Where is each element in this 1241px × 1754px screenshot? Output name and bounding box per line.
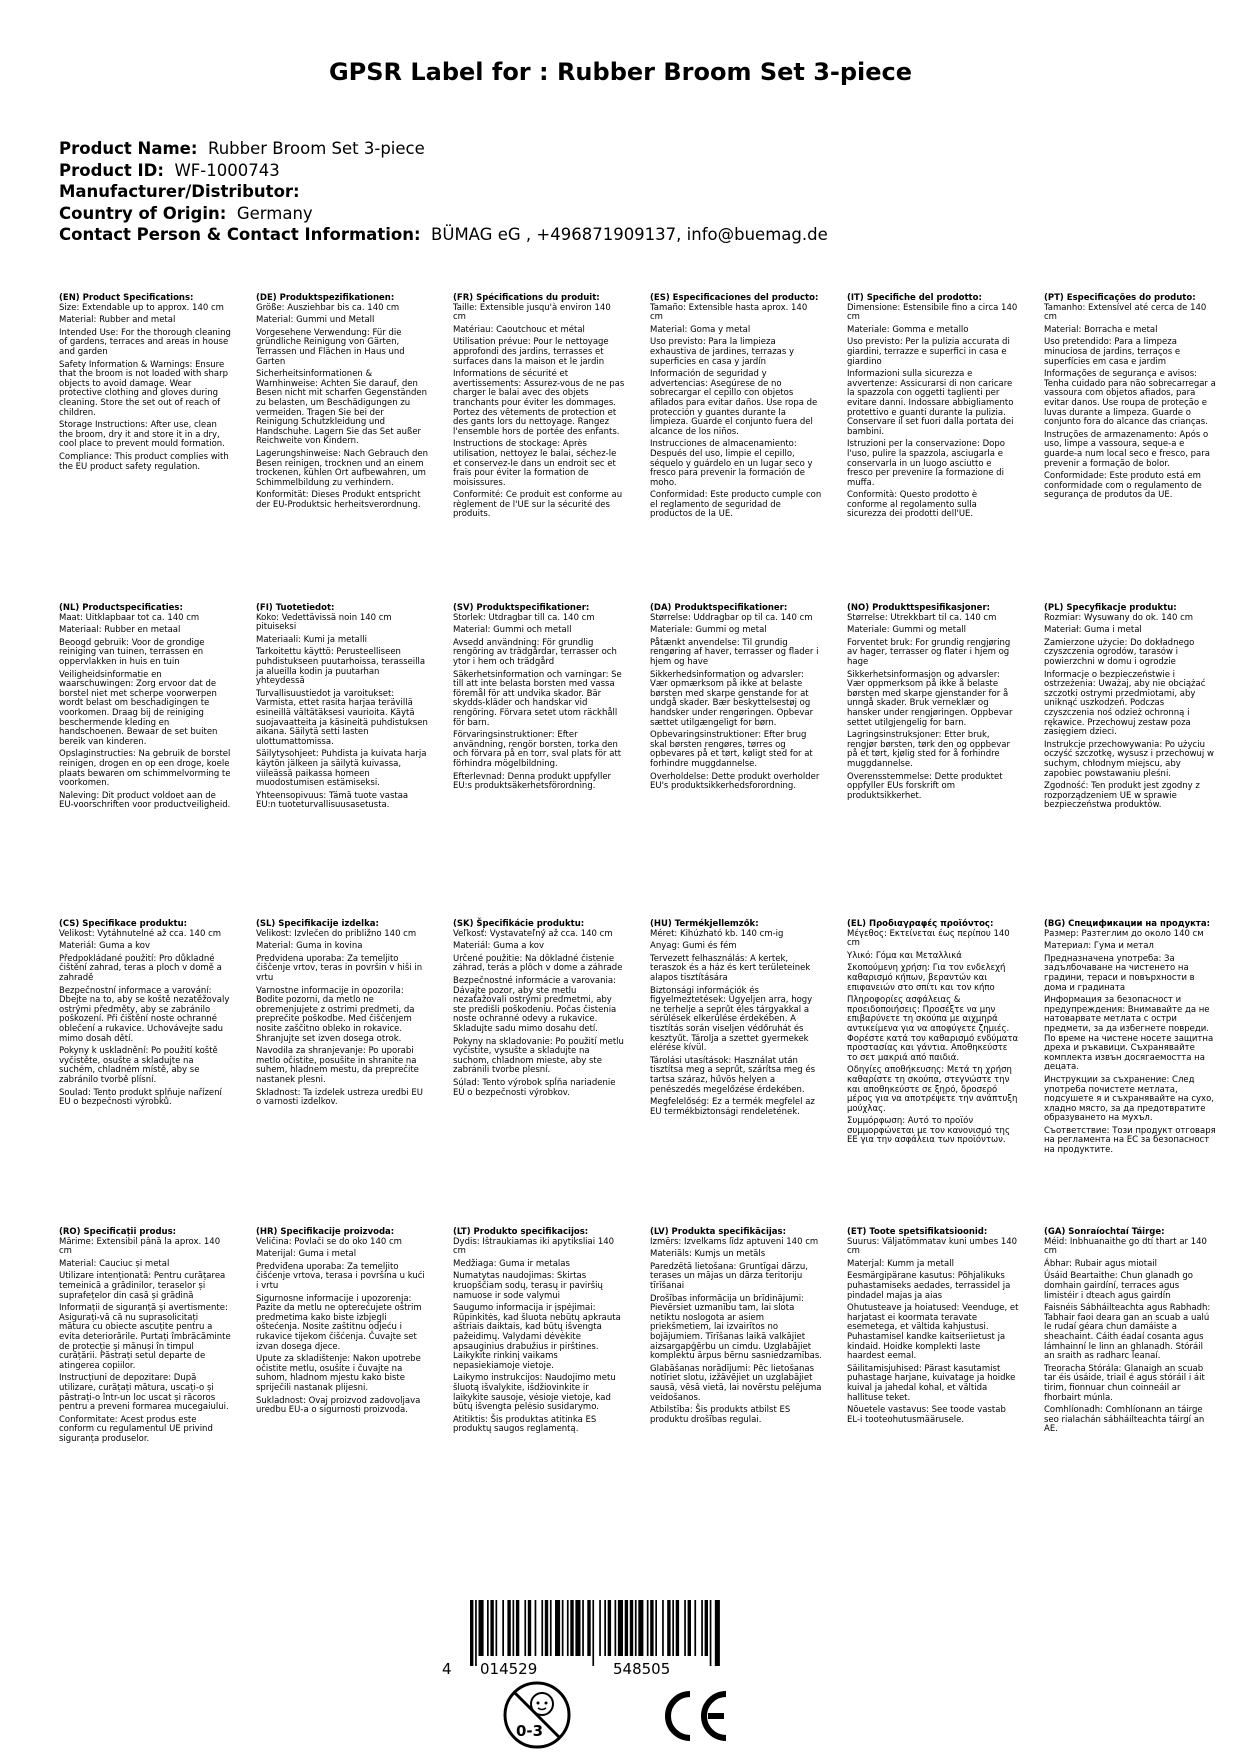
spec-block-header: (RO) Specificații produs:: [59, 1227, 177, 1237]
spec-line: Μέγεθος: Εκτείνεται έως περίπου 140 cm: [847, 928, 1010, 949]
spec-block-header: (IT) Specifiche del prodotto:: [847, 293, 982, 303]
barcode-bar: [545, 1600, 548, 1656]
spec-line: Informations de sécurité et avertissements: Assurez-vous de ne pas charger le balai avec des objets tranchants pour éviter les dommages. Portez des vêtements de protection et des gants lors du nettoyage. Rangez l'ensemble hors de portée des enfants.: [453, 369, 625, 437]
barcode-bar: [487, 1600, 489, 1656]
country-row: [59, 203, 828, 225]
spec-line: Biztonsági információk és figyelmeztetések: Ügyeljen arra, hogy ne terhelje a seprűt éles tárgyakkal a sérülések elkerülése érdekében. A tisztítás során viseljen védőruhát és kesztyűt. Tárolja a szettet gyermekek elérése kívül.: [650, 985, 813, 1054]
spec-line: Velikost: Izvlečen do približno 140 cm: [256, 928, 417, 939]
spec-line: Sicherheitsinformationen & Warnhinweise: Achten Sie darauf, den Besen nicht mit scharfen Gegenständen zu belasten, um Beschädigungen zu vermeiden. Tragen Sie bei der Reinigung Schutzkleidung und Handschuhe. Lagern Sie das Set außer Reichweite von Kindern.: [256, 369, 428, 447]
barcode-bar: [507, 1600, 510, 1656]
product-id: WF-1000743: [174, 160, 280, 180]
spec-line: Anyag: Gumi és fém: [650, 941, 737, 952]
spec-line: Instrucțiuni de depozitare: După utilizare, curățați mătura, uscați-o și păstrați-o într-un loc uscat și răcoros pentru a preveni formarea mucegaiului.: [59, 1373, 229, 1413]
spec-block-header: (PT) Especificações do produto:: [1044, 293, 1196, 303]
manufacturer-row: [59, 181, 828, 203]
spec-block-header: (SK) Špecifikácie produktu:: [453, 919, 585, 929]
spec-line: Veiligheidsinformatie en waarschuwingen: Zorg ervoor dat de borstel niet met scherpe voorwerpen wordt belast om beschadigingen te voorkomen. Draag bij de reiniging beschermende kleding en handschoenen. Bewaar de set buiten bereik van kinderen.: [59, 669, 218, 747]
spec-line: Forventet bruk: For grundig rengjøring av hager, terrasser og flater i hjem og hage: [847, 637, 1011, 667]
spec-line: Méid: Inbhuanaithe go dtí thart ar 140 cm: [1044, 1236, 1207, 1257]
spec-line: Materiál: Guma a kov: [59, 941, 151, 952]
spec-line: Tarkoitettu käyttö: Perusteelliseen puhdistukseen puutarhoissa, terasseilla ja alueilla kodin ja puutarhan yhteydessä: [256, 647, 426, 687]
spec-block-header: (EN) Product Specifications:: [59, 293, 194, 303]
spec-line: Instruções de armazenamento: Após o uso, limpe a vassoura, seque-a e guarde-a num local seco e fresco, para prevenir a formação de bolor.: [1044, 429, 1210, 469]
spec-line: Varnostne informacije in opozorila: Bodite pozorni, da metlo ne obremenjujete z ostrimi predmeti, da preprečite poškodbe. Med čiščenjem nosite zaščitno obleko in rokavice. Shranjujte set izven dosega otrok.: [256, 985, 415, 1044]
spec-line: Intended Use: For the thorough cleaning of gardens, terraces and areas in house and garden: [59, 327, 231, 357]
barcode-bar: [684, 1600, 686, 1656]
spec-line: Conformitate: Acest produs este conform cu regulamentul UE privind siguranța produselor.: [59, 1414, 213, 1444]
barcode-bar: [575, 1600, 580, 1656]
age-label: 0-3: [516, 1722, 544, 1740]
barcode-bar: [625, 1600, 628, 1656]
spec-line: Overensstemmelse: Dette produktet oppfyller EUs forskrift om produktsikkerhet.: [847, 771, 1003, 801]
spec-block-header: (NL) Productspecificaties:: [59, 603, 183, 613]
spec-block: [1044, 920, 1216, 1159]
spec-line: Bezpečnostné informácie a varovania: Dávajte pozor, aby ste metlu nezaťažovali ostrými predmetmi, aby ste predišli poškodeniu. Počas čistenia noste ochranné odevy a rukavice. Skladujte sadu mimo dosahu detí.: [453, 975, 617, 1034]
spec-line: Atitiktis: Šis produktas atitinka ES produktų saugos reglamentą.: [453, 1414, 597, 1435]
barcode-bar: [528, 1600, 531, 1656]
spec-line: Treoracha Stórála: Glanaigh an scuab tar éis úsáide, triail é agus stóráil i áit tirim, fionnuar chun coinneáil ar fhorbairt múnla.: [1044, 1363, 1205, 1403]
spec-line: Dimensione: Estensibile fino a circa 140 cm: [847, 302, 1018, 323]
barcode-bar: [582, 1600, 584, 1656]
spec-line: Rozmiar: Wysuwany do ok. 140 cm: [1044, 612, 1194, 623]
spec-line: Efterlevnad: Denna produkt uppfyller EU:s produktsäkerhetsförordning.: [453, 771, 612, 792]
spec-line: Comhlíonadh: Comhlíonann an táirge seo rialachán sábháilteachta táirgí an AE.: [1044, 1405, 1205, 1435]
barcode-bar: [655, 1600, 657, 1656]
spec-line: Avsedd användning: För grundlig rengöring av trädgårdar, terrasser och ytor i hem och trädgård: [453, 637, 617, 667]
spec-line: Suurus: Väljatõmmatav kuni umbes 140 cm: [847, 1236, 1018, 1257]
spec-line: Soulad: Tento produkt splňuje nařízení EU o bezpečnosti výrobků.: [59, 1087, 222, 1108]
spec-line: Size: Extendable up to approx. 140 cm: [59, 302, 224, 313]
spec-line: Material: Gummi und Metall: [256, 315, 375, 326]
spec-line: Sikkerhetsinformasjon og advarsler: Vær oppmerksom på ikke å belaste børsten med skarpe gjenstander for å unngå skader. Bruk verneklær og hansker under rengjøringen. Oppbevar settet utilgjengelig for barn.: [847, 669, 1013, 728]
spec-line: Veľkosť: Vystavateľný až cca. 140 cm: [453, 928, 613, 939]
barcode-bar: [550, 1600, 552, 1656]
spec-line: Säilitamisjuhised: Pärast kasutamist puhastage harjane, kuivatage ja hoidke kuival ja jahedal kohal, et vältida hallituse teket.: [847, 1363, 1016, 1403]
barcode-bar: [688, 1600, 691, 1656]
spec-line: Предназначена употреба: За задълбочаване на чистенето на градини, тераси и повърхности в дома и градината: [1044, 953, 1195, 993]
spec-line: Taille: Extensible jusqu'à environ 140 cm: [453, 302, 611, 323]
product-name-label: Product Name:: [59, 139, 198, 158]
spec-line: Atbilstība: Šis produkts atbilst ES produktu drošības regulai.: [650, 1405, 791, 1425]
product-id-row: [59, 160, 828, 182]
spec-line: Koko: Vedettävissä noin 140 cm pituiseksi: [256, 612, 392, 633]
spec-line: Tamanho: Extensível até cerca de 140 cm: [1044, 302, 1207, 323]
barcode-bar: [490, 1600, 493, 1656]
barcode-bar: [615, 1600, 617, 1656]
spec-line: Instructions de stockage: Après utilisation, nettoyez le balai, séchez-le et conservez-le dans un endroit sec et frais pour éviter la formation de moisissures.: [453, 439, 617, 488]
spec-line: Informações de segurança e avisos: Tenha cuidado para não sobrecarregar a vassoura com objetos afiados, para evitar danos. Use roupa de proteção e luvas durante a limpeza. Guarde o conjunto fora do alcance das crianças.: [1044, 369, 1216, 428]
spec-line: Materiał: Guma i metal: [1044, 625, 1142, 636]
spec-block-header: (HR) Specifikacije proizvoda:: [256, 1227, 395, 1237]
page-title: GPSR Label for : Rubber Broom Set 3-piece: [328, 58, 913, 86]
barcode-bar: [604, 1600, 606, 1656]
spec-block: [256, 920, 428, 1111]
spec-line: Uso pretendido: Para a limpeza minuciosa de jardins, terraços e superfícies em casa e jardim: [1044, 337, 1181, 367]
spec-line: Veličina: Povlači se do oko 140 cm: [256, 1236, 402, 1247]
spec-line: Material: Goma y metal: [650, 324, 751, 335]
spec-line: Sukladnost: Ovaj proizvod zadovoljava uredbu EU-a o sigurnosti proizvoda.: [256, 1395, 421, 1416]
spec-block: [1044, 604, 1216, 814]
spec-line: Eesmärgipärane kasutus: Põhjalikuks puhastamiseks aedades, terrassidel ja pindadel majas ja aias: [847, 1271, 1011, 1301]
spec-line: Storage Instructions: After use, clean the broom, dry it and store it in a dry, cool place to prevent mould formation.: [59, 420, 225, 450]
spec-line: Turvallisuustiedot ja varoitukset: Varmista, ettet rasita harjaa terävillä esineillä vältätäksesi vaurioita. Käytä suojavaatteita ja käsineitä puhdistuksen aikana. Säilytä setti lasten ulottumattomissa.: [256, 688, 428, 747]
spec-block-header: (DE) Produktspezifikationen:: [256, 293, 395, 303]
spec-line: Izmērs: Izvelkams līdz aptuveni 140 cm: [650, 1236, 819, 1247]
barcode-bar: [570, 1600, 573, 1656]
spec-line: Materiale: Gummi og metal: [650, 625, 767, 636]
spec-block-header: (FR) Spécifications du produit:: [453, 293, 600, 303]
spec-block: [650, 604, 822, 795]
spec-line: Upute za skladištenje: Nakon upotrebe očistite metlu, osušite i čuvajte na suhom, hladnom mjestu kako biste spriječili nastanak plijesni.: [256, 1354, 421, 1393]
spec-block-header: (EL) Προδιαγραφές προϊόντος:: [847, 919, 994, 929]
spec-line: Påtænkt anvendelse: Til grundig rengøring af haver, terrasser og flader i hjem og have: [650, 637, 819, 667]
spec-line: Megfelelőség: Ez a termék megfelel az EU termékbiztonsági rendeletének.: [650, 1097, 815, 1117]
spec-block-header: (SL) Specifikacije izdelka:: [256, 919, 379, 929]
product-id-label: Product ID:: [59, 160, 164, 180]
spec-block: [59, 294, 231, 475]
spec-line: Navodila za shranjevanje: Po uporabi metlo očistite, posušite in shranite na suhem, hladnem mestu, da preprečite nastanek plesni.: [256, 1046, 419, 1085]
spec-line: Dydis: Ištraukiamas iki apytiksliai 140 cm: [453, 1236, 615, 1257]
spec-block: [847, 1228, 1019, 1428]
spec-line: Saugumo informacija ir įspėjimai: Rūpinkitės, kad šluota nebūtų apkrauta aštriais daiktais, kad būtų išvengta pažeidimų. Valydami dėvėkite apsauginius drabužius ir pirštines. Laikykite rinkinį vaikams nepasiekiamoje vietoje.: [453, 1303, 621, 1371]
spec-block-header: (SV) Produktspecifikationer:: [453, 603, 590, 613]
spec-line: Säilytysohjeet: Puhdista ja kuivata harja käytön jälkeen ja säilytä kuivassa, viileässä paikassa homeen muodostumisen estämiseksi.: [256, 749, 427, 789]
spec-line: Numatytas naudojimas: Skirtas kruopščiam sodų, terasų ir paviršių namuose ir sode valymui: [453, 1271, 603, 1301]
spec-line: Förvaringsinstruktioner: Efter användning, rengör borsten, torka den och förvara på en torr, sval plats för att förhindra mögelbildning.: [453, 730, 622, 769]
spec-line: Materiaali: Kumi ja metalli: [256, 634, 367, 645]
spec-line: Информация за безопасност и предупреждения: Внимавайте да не натоварвате метлата с остри предмети, за да избегнете повреди. По време на чистене носете защитна дреха и ръкавици. Съхранявайте комплекта извън досягаемостта на децата.: [1044, 995, 1214, 1073]
spec-line: Συμμόρφωση: Αυτό το προϊόν συμμορφώνεται με τον κανονισμό της ΕΕ για την ασφάλεια των προϊόντων.: [847, 1116, 1010, 1146]
spec-line: Compliance: This product complies with the EU product safety regulation.: [59, 451, 229, 472]
spec-line: Mărime: Extensibil până la aprox. 140 cm: [59, 1236, 221, 1257]
spec-line: Storlek: Utdragbar till ca. 140 cm: [453, 612, 595, 623]
spec-block-header: (CS) Specifikace produktu:: [59, 919, 188, 929]
spec-block: [1044, 294, 1216, 504]
spec-line: Paredzētā lietošana: Gruntīgai dārzu, terases un mājas un dārza teritoriju tīrīšanai: [650, 1261, 808, 1291]
spec-line: Informazioni sulla sicurezza e avvertenze: Assicurarsi di non caricare la spazzola con oggetti taglienti per evitare danni. Indossare abbigliamento protettivo e guanti durante la pulizia. Conservare il set fuori dalla portata dei bambini.: [847, 369, 1014, 437]
spec-line: Pokyny na skladovanie: Po použití metlu vyčistite, vysušte a skladujte na suchom, chladnom mieste, aby ste zabránili tvorbe plesní.: [453, 1036, 624, 1076]
spec-line: Съответствие: Този продукт отговаря на регламента на ЕС за безопасност на продуктите.: [1044, 1125, 1216, 1156]
spec-block: [453, 294, 625, 523]
barcode-bar: [599, 1600, 601, 1656]
spec-line: Matériau: Caoutchouc et métal: [453, 324, 585, 335]
spec-block: [650, 294, 822, 523]
spec-line: Uso previsto: Per la pulizia accurata di giardini, terrazze e superfici in casa e giardino: [847, 337, 1010, 367]
barcode-bar: [710, 1600, 712, 1666]
ce-mark-icon: [660, 1690, 730, 1742]
country: Germany: [236, 203, 313, 223]
spec-line: Lagringsinstruksjoner: Etter bruk, rengjør børsten, tørk den og oppbevar på et tørt, kjølig sted for å forhindre muggdannelse.: [847, 730, 1010, 769]
spec-line: Tárolási utasítások: Használat után tisztítsa meg a seprűt, szárítsa meg és tartsa száraz, hűvös helyen a penészedés megelőzése érdekében.: [650, 1055, 816, 1095]
spec-line: Material: Rubber and metal: [59, 315, 176, 326]
spec-line: Skladnost: Ta izdelek ustreza uredbi EU o varnosti izdelkov.: [256, 1087, 423, 1108]
spec-line: Conformidad: Este producto cumple con el reglamento de seguridad de productos de la UE.: [650, 490, 822, 520]
spec-block-header: (FI) Tuotetiedot:: [256, 603, 335, 613]
barcode-bar: [694, 1600, 696, 1656]
spec-line: Overholdelse: Dette produkt overholder EU's produktsikkerhedsforordning.: [650, 771, 820, 792]
spec-line: Materiāls: Kumjs un metāls: [650, 1249, 766, 1260]
barcode-bar: [555, 1600, 560, 1656]
spec-line: Οδηγίες αποθήκευσης: Μετά τη χρήση καθαρίστε τη σκούπα, στεγνώστε την και αποθηκεύστε σε ξηρό, δροσερό μέρος για να αποτρέψετε την ανάπτυξη μούχλας.: [847, 1065, 1018, 1114]
barcode-bar: [496, 1600, 498, 1656]
spec-line: Zgodność: Ten produkt jest zgodny z rozporządzeniem UE w sprawie bezpieczeństwa produktów.: [1044, 781, 1200, 811]
spec-line: Instrucciones de almacenamiento: Después del uso, limpie el cepillo, séquelo y guárdelo en un lugar seco y fresco para prevenir la formación de moho.: [650, 439, 813, 488]
barcode-bar: [676, 1600, 679, 1656]
barcode-bar: [701, 1600, 703, 1656]
barcode-bar: [475, 1600, 477, 1666]
spec-line: Υλικό: Γόμα και Μεταλλικά: [847, 950, 962, 961]
spec-line: Lagerungshinweise: Nach Gebrauch den Besen reinigen, trocknen und an einem trockenen, kühlen Ort aufbewahren, um Schimmelbildung zu verhindern.: [256, 448, 428, 488]
spec-line: Pokyny k uskladnění: Po použití koště vyčistěte, osušte a skladujte na suchém, chladném místě, aby se zabránilo tvorbě plísní.: [59, 1046, 218, 1085]
spec-line: Drošības informācija un brīdinājumi: Pievērsiet uzmanību tam, lai slota netiktu noslogota ar asiem priekšmetiem, lai izvairītos no bojājumiem. Tīrīšanas laikā valkājiet aizsargapģērbu un cimdu. Uzglabājiet komplektu ārpus bērnu sasniedzamības.: [650, 1293, 822, 1362]
spec-line: Størrelse: Uddragbar op til ca. 140 cm: [650, 612, 813, 623]
spec-block: [59, 1228, 231, 1447]
spec-line: Safety Information & Warnings: Ensure that the broom is not loaded with sharp objects to avoid damage. Wear protective clothing and gloves during cleaning. Store the set out of reach of children.: [59, 359, 228, 418]
spec-line: Materiale: Gomma e metallo: [847, 324, 969, 335]
spec-block: [256, 1228, 428, 1419]
spec-block-header: (ET) Toote spetsifikatsioonid:: [847, 1227, 988, 1237]
spec-line: Uso previsto: Para la limpieza exhaustiva de jardines, terrazas y superficies en casa y jardín: [650, 337, 795, 367]
barcode-bar: [502, 1600, 504, 1656]
spec-line: Bezpečnostní informace a varování: Dbejte na to, aby se koště nezatěžovaly ostrými předměty, aby se zabránilo poškození. Při čištění noste ochranné oblečení a rukavice. Uchovávejte sadu mimo dosah dětí.: [59, 985, 230, 1044]
barcode-bar: [535, 1600, 537, 1656]
barcode-bar: [635, 1600, 637, 1656]
contact-label: Contact Person & Contact Information:: [59, 225, 421, 244]
spec-line: Información de seguridad y advertencias: Asegúrese de no sobrecargar el cepillo con objetos afilados para evitar daños. Use ropa de protección y guantes durante la limpieza. Guarde el conjunto fuera del alcance de los niños.: [650, 369, 818, 437]
spec-line: Material: Cauciuc și metal: [59, 1258, 170, 1269]
spec-block-header: (PL) Specyfikacje produktu:: [1044, 603, 1177, 613]
spec-line: Größe: Ausziehbar bis ca. 140 cm: [256, 302, 400, 313]
product-name-row: [59, 138, 828, 160]
barcode-bar: [516, 1600, 519, 1656]
barcode-bar: [479, 1600, 484, 1656]
spec-line: Nõuetele vastavus: See toode vastab EL-i tooteohutusmäärusele.: [847, 1405, 1006, 1425]
spec-line: Konformität: Dieses Produkt entspricht der EU-Produktsic herheitsverordnung.: [256, 490, 421, 510]
spec-line: Materiale: Gummi og metall: [847, 625, 966, 636]
spec-block-header: (ES) Especificaciones del producto:: [650, 293, 819, 303]
spec-block: [847, 920, 1019, 1149]
spec-line: Sikkerhedsinformation og advarsler: Vær opmærksom på ikke at belaste børsten med skarpe genstande for at undgå skader. Bær beskyttelsestøj og handsker under rengøringen. Opbevar sættet utilgængeligt for børn.: [650, 669, 814, 728]
product-name: Rubber Broom Set 3-piece: [207, 139, 425, 158]
barcode-bar: [630, 1600, 633, 1656]
spec-block-header: (LT) Produkto specifikacijos:: [453, 1227, 589, 1237]
barcode-bar: [587, 1600, 590, 1656]
spec-line: Medžiaga: Guma ir metalas: [453, 1258, 570, 1269]
spec-line: Zamierzone użycie: Do dokładnego czyszczenia ogrodów, tarasów i powierzchni w domu i ogrodzie: [1044, 637, 1195, 667]
barcode-bar: [524, 1600, 526, 1656]
spec-line: Material: Guma in kovina: [256, 941, 363, 952]
spec-line: Material: Borracha e metal: [1044, 324, 1158, 335]
contact-row: [59, 224, 828, 246]
spec-line: Инструкции за съхранение: След употреба почистете метлата, подсушете я и съхранявайте на сухо, хладно място, за да предотвратите образуването на мухъл.: [1044, 1074, 1214, 1124]
spec-block: [650, 1228, 822, 1428]
spec-line: Utilizare intenționată: Pentru curățarea temeinică a grădinilor, teraselor și suprafețelor din casă și grădină: [59, 1271, 226, 1301]
spec-line: Vorgesehene Verwendung: Für die gründliche Reinigung von Gärten, Terrassen und Flächen in Haus und Garten: [256, 327, 405, 367]
spec-block: [453, 1228, 625, 1438]
spec-line: Faisnéis Sábháilteachta agus Rabhadh: Tabhair faoi deara gan an scuab a ualú le rudaí géara chun damáiste a sheachaint. Cáith éadaí cosanta agus lámhainní le linn an ghlanadh. Stóráil an sraith as radharc leanaí.: [1044, 1303, 1211, 1362]
spec-line: Méret: Kihúzható kb. 140 cm-ig: [650, 928, 784, 939]
spec-line: Materiál: Guma a kov: [453, 941, 545, 952]
barcode-digits-mid: 014529: [480, 1660, 538, 1678]
barcode-bar: [638, 1600, 643, 1656]
barcode-bar: [470, 1600, 473, 1666]
spec-block: [59, 920, 231, 1111]
spec-line: Säkerhetsinformation och varningar: Se till att inte belasta borsten med vassa föremål för att undvika skador. Bär skydds-kläder och handskar vid rengöring. Förvara setet utom räckhåll för barn.: [453, 669, 622, 728]
spec-line: Tamaño: Extensible hasta aprox. 140 cm: [650, 302, 808, 323]
barcode-bar: [562, 1600, 564, 1656]
spec-block-header: (GA) Sonraíochtaí Táirge:: [1044, 1227, 1165, 1237]
spec-line: Ohutusteave ja hoiatused: Veenduge, et harjatast ei koormata teravate esemetega, et vältida kahjustusi. Puhastamisel kandke kaitseriietust ja kindaid. Hoidke komplekti laste haardest eemal.: [847, 1303, 1019, 1362]
spec-line: Conformità: Questo prodotto è conforme al regolamento sulla sicurezza dei prodotti dell'UE.: [847, 490, 978, 520]
spec-line: Maat: Uitklapbaar tot ca. 140 cm: [59, 612, 200, 623]
barcode-bar: [672, 1600, 674, 1656]
manufacturer-label: Manufacturer/Distributor:: [59, 182, 300, 201]
barcode-bar: [567, 1600, 569, 1656]
spec-line: Předpokládané použití: Pro důkladné čištění zahrad, teras a ploch v domě a zahradě: [59, 953, 222, 983]
spec-line: Laikymo instrukcijos: Naudojimo metu šluotą išvalykite, išdžiovinkite ir laikykite sausoje, vėsioje vietoje, kad būtų išvengta pelėsio susidarymo.: [453, 1373, 616, 1413]
spec-block: [847, 294, 1019, 523]
spec-block-header: (LV) Produkta specifikācijas:: [650, 1227, 786, 1237]
spec-line: Beoogd gebruik: Voor de grondige reiniging van tuinen, terrassen en oppervlakken in huis en tuin: [59, 637, 205, 667]
product-info: [59, 138, 828, 246]
spec-line: Istruzioni per la conservazione: Dopo l'uso, pulire la spazzola, asciugarla e conservarla in un luogo asciutto e fresco per prevenire la formazione di muffa.: [847, 439, 1005, 488]
barcode-bar: [647, 1600, 649, 1656]
spec-line: Informacje o bezpieczeństwie i ostrzeżenia: Uważaj, aby nie obciążać szczotki ostrymi przedmiotami, aby uniknąć uszkodzeń. Podczas czyszczenia noś odzież ochronną i rękawice. Przechowuj zestaw poza zasięgiem dzieci.: [1044, 669, 1206, 738]
spec-block: [453, 920, 625, 1101]
spec-line: Velikost: Vytáhnutelné až cca. 140 cm: [59, 928, 222, 939]
barcode-bar: [667, 1600, 670, 1656]
barcode-digit-left: 4: [442, 1660, 452, 1678]
spec-line: Informații de siguranță și avertismente: Asigurați-vă că nu suprasolicitați mătura cu obiecte ascuțite pentru a evita deteriorările. Purtați îmbrăcăminte de protecție și mănuși în timpul curățării. Păstrați setul departe de atingerea copiilor.: [59, 1303, 231, 1371]
barcode-bar: [608, 1600, 611, 1656]
spec-line: Πληροφορίες ασφάλειας & προειδοποιήσεις: Προσέξτε να μην επιβαρύνετε τη σκούπα με αιχμηρά αντικείμενα για να αποφύγετε ζημιές. Φορέστε κατά τον καθαρισμό ενδύματα προστασίας και γάντια. Αποθηκεύστε το σετ μακριά από παιδιά.: [847, 995, 1019, 1063]
spec-line: Conformidade: Este produto está em conformidade com o regulamento de segurança de produtos da UE.: [1044, 471, 1202, 501]
spec-block: [1044, 1228, 1216, 1438]
spec-line: Glabāšanas norādījumi: Pēc lietošanas notīriet slotu, izžāvējiet un uzglabājiet sausā, vēsā vietā, lai novērstu pelējuma veidošanos.: [650, 1363, 822, 1403]
barcode: [440, 1598, 740, 1678]
barcode-bar: [650, 1600, 653, 1656]
barcode-digits-right: 548505: [613, 1660, 671, 1678]
barcode-bar: [541, 1600, 543, 1656]
spec-block-header: (DA) Produktspecifikationer:: [650, 603, 788, 613]
barcode-bar: [715, 1600, 720, 1666]
not-for-children-0-3-icon: [502, 1680, 572, 1750]
country-label: Country of Origin:: [59, 203, 227, 223]
spec-line: Predviđena uporaba: Za temeljito čišćenje vrtova, terasa i površina u kući i vrtu: [256, 1261, 425, 1291]
barcode-bar: [662, 1600, 664, 1656]
spec-line: Material: Gummi och metall: [453, 625, 572, 636]
barcode-bar: [513, 1600, 515, 1656]
spec-line: Yhteensopivuus: Tämä tuote vastaa EU:n tuoteturvallisuusasetusta.: [256, 790, 409, 811]
spec-line: Ábhar: Rubair agus miotail: [1044, 1258, 1158, 1269]
spec-line: Utilisation prévue: Pour le nettoyage approfondi des jardins, terrasses et surfaces dans la maison et le jardin: [453, 337, 609, 367]
barcode-bar: [705, 1600, 708, 1656]
spec-block: [256, 604, 428, 814]
spec-line: Sigurnosne informacije i upozorenja: Pazite da metlu ne opterećujete oštrim predmetima kako biste izbjegli oštećenja. Nosite zaštitnu odjeću i rukavice tijekom čišćenja. Čuvajte set izvan dosega djece.: [256, 1293, 422, 1352]
spec-line: Predvidena uporaba: Za temeljito čiščenje vrtov, teras in površin v hiši in vrtu: [256, 953, 423, 983]
spec-block-header: (NO) Produkttspesifikasjoner:: [847, 603, 991, 613]
spec-line: Materjal: Kumm ja metall: [847, 1258, 954, 1269]
spec-block: [847, 604, 1019, 804]
spec-block: [59, 604, 231, 814]
spec-line: Materijal: Guma i metal: [256, 1249, 357, 1260]
spec-block: [256, 294, 428, 513]
spec-block: [453, 604, 625, 795]
spec-block-header: (HU) Termékjellemzők:: [650, 919, 759, 929]
spec-block-header: (BG) Спецификации на продукта:: [1044, 919, 1210, 929]
contact: BÜMAG eG , +496871909137, info@buemag.de: [431, 225, 828, 244]
spec-line: Úsáid Beartaithe: Chun glanadh go domhain gairdíní, terraces agus limistéir i dteach agus gairdín: [1044, 1271, 1193, 1301]
spec-line: Instrukcje przechowywania: Po użyciu oczyść szczotkę, wysusz i przechowuj w suchym, chłodnym miejscu, aby zapobiec powstawaniu pleśni.: [1044, 739, 1214, 779]
spec-line: Súlad: Tento výrobok spĺňa nariadenie EÚ o bezpečnosti výrobkov.: [453, 1077, 616, 1098]
spec-line: Materiaal: Rubber en metaal: [59, 625, 181, 636]
spec-line: Opbevaringsinstruktioner: Efter brug skal børsten rengøres, tørres og opbevares på et tørt, køligt sted for at forhindre muggdannelse.: [650, 730, 813, 769]
spec-line: Størrelse: Utrekkbart til ca. 140 cm: [847, 612, 997, 623]
barcode-bar: [592, 1600, 594, 1666]
spec-line: Určené použitie: Na dôkladné čistenie záhrad, terás a plôch v dome a záhrade: [453, 953, 623, 974]
spec-line: Размер: Разтеглим до около 140 см: [1044, 928, 1204, 939]
spec-line: Opslaginstructies: Na gebruik de borstel reinigen, drogen en op een droge, koele plaats bewaren om schimmelvorming te voorkomen.: [59, 749, 231, 789]
spec-line: Conformité: Ce produit est conforme au règlement de l'UE sur la sécurité des produits.: [453, 490, 623, 520]
barcode-bar: [618, 1600, 623, 1656]
spec-line: Naleving: Dit product voldoet aan de EU-voorschriften voor productveiligheid.: [59, 790, 231, 811]
spec-line: Tervezett felhasználás: A kertek, teraszok és a ház és kert területeinek alapos tisztítására: [650, 953, 811, 983]
spec-line: Σκοπούμενη χρήση: Για τον ενδελεχή καθαρισμό κήπων, βεραντών και επιφανειών στο σπίτι και τον κήπο: [847, 963, 1006, 993]
spec-block: [650, 920, 822, 1120]
spec-line: Материал: Гума и метал: [1044, 941, 1154, 952]
